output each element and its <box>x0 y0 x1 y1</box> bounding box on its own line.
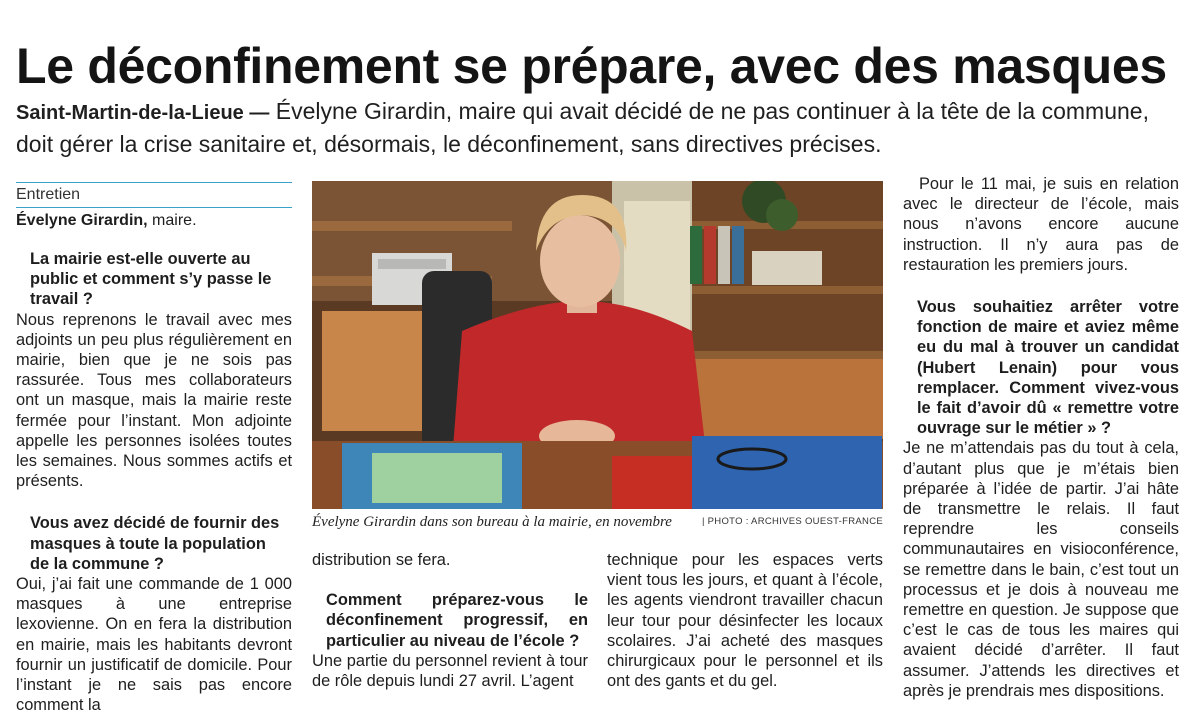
answer-3-part-1: Une partie du personnel revient à tour de rôle depuis lundi 27 avril. L’agent <box>312 651 588 691</box>
office-photo-illustration <box>312 181 883 509</box>
question-1: La mairie est-elle ouverte au public et comment s’y passe le travail ? <box>30 250 272 309</box>
question-4: Vous souhaitiez arrêter votre fonction de maire et aviez même eu du mal à trouver un candidat (Hubert Lenain) pour vous remplacer. Comment vivez-vous le fait d’avoir dû « remettre votre ouvrage sur le métier » ? <box>917 298 1179 438</box>
answer-3-part-2: technique pour les espaces verts vient tous les jours, et quant à l’école, les agents viendront travailler chacun leur tour pour désinfecter les locaux scolaires. J’ai acheté des masques chirurgicaux pour le personnel et ils ont des gants et du gel. <box>607 551 883 691</box>
photo-credit: | PHOTO : ARCHIVES OUEST-FRANCE <box>701 516 883 527</box>
photo-caption <box>312 513 883 533</box>
answer-2: Oui, j’ai fait une commande de 1 000 masques à une entreprise lexovienne. On en fera la distribution en mairie, mais les habitants devront fournir un justificatif de domicile. Pour l’instant je ne sais pas encore comment la <box>16 575 292 715</box>
question-3: Comment préparez-vous le déconfinement progressif, en particulier au niveau de l’école ? <box>326 591 588 650</box>
lead-text: Évelyne Girardin, maire qui avait décidé de ne pas continuer à la tête de la commune, doit gérer la crise sanitaire et, désormais, le déconfinement, sans directives précises. <box>16 98 1149 157</box>
column-2 <box>312 550 588 691</box>
answer-3-part-3: Pour le 11 mai, je suis en relation avec le directeur de l’école, mais nous n’avons encore aucune instruction. Il n’y aura pas de restauration les premiers jours. <box>903 175 1179 274</box>
answer-2-continued: distribution se fera. <box>312 551 451 569</box>
article-headline: Le déconfinement se prépare, avec des masques <box>16 38 1167 94</box>
column-1 <box>16 182 292 715</box>
interviewee-line <box>16 209 292 233</box>
question-2: Vous avez décidé de fournir des masques à toute la population de la commune ? <box>30 514 280 573</box>
answer-4: Je ne m’attendais pas du tout à cela, d’autant plus que je m’étais bien préparée à l’idée de partir. J’ai hâte de transmettre le relais. Il faut reprendre les conseils communautaires en visioconférence, se remettre dans le bain, c’est tout un processus et je dois à nouveau me remettre en question. Je suppose que c’est le cas de tous les maires qui avaient décidé d’arrêter. Il faut assumer. J’attends les directives et après je prendrais mes dispositions. <box>903 439 1179 700</box>
interviewee-role: maire. <box>147 212 197 229</box>
column-3 <box>607 550 883 691</box>
article-lead <box>16 96 1176 160</box>
caption-text: Évelyne Girardin dans son bureau à la mairie, en novembre <box>312 514 672 530</box>
rubric-label: Entretien <box>16 182 292 208</box>
interviewee-name: Évelyne Girardin, <box>16 212 148 229</box>
column-4 <box>903 174 1179 701</box>
article-photo <box>312 181 883 509</box>
answer-1: Nous reprenons le travail avec mes adjoints un peu plus régulièrement en mairie, bien que je ne sois pas rassurée. Tous mes collaborateurs ont un masque, mais la mairie reste fermée pour l’instant. Mon adjointe appelle les personnes isolées toutes les semaines. Nous sommes actifs et présents. <box>16 310 292 491</box>
dateline-location: Saint-Martin-de-la-Lieue — <box>16 102 270 124</box>
